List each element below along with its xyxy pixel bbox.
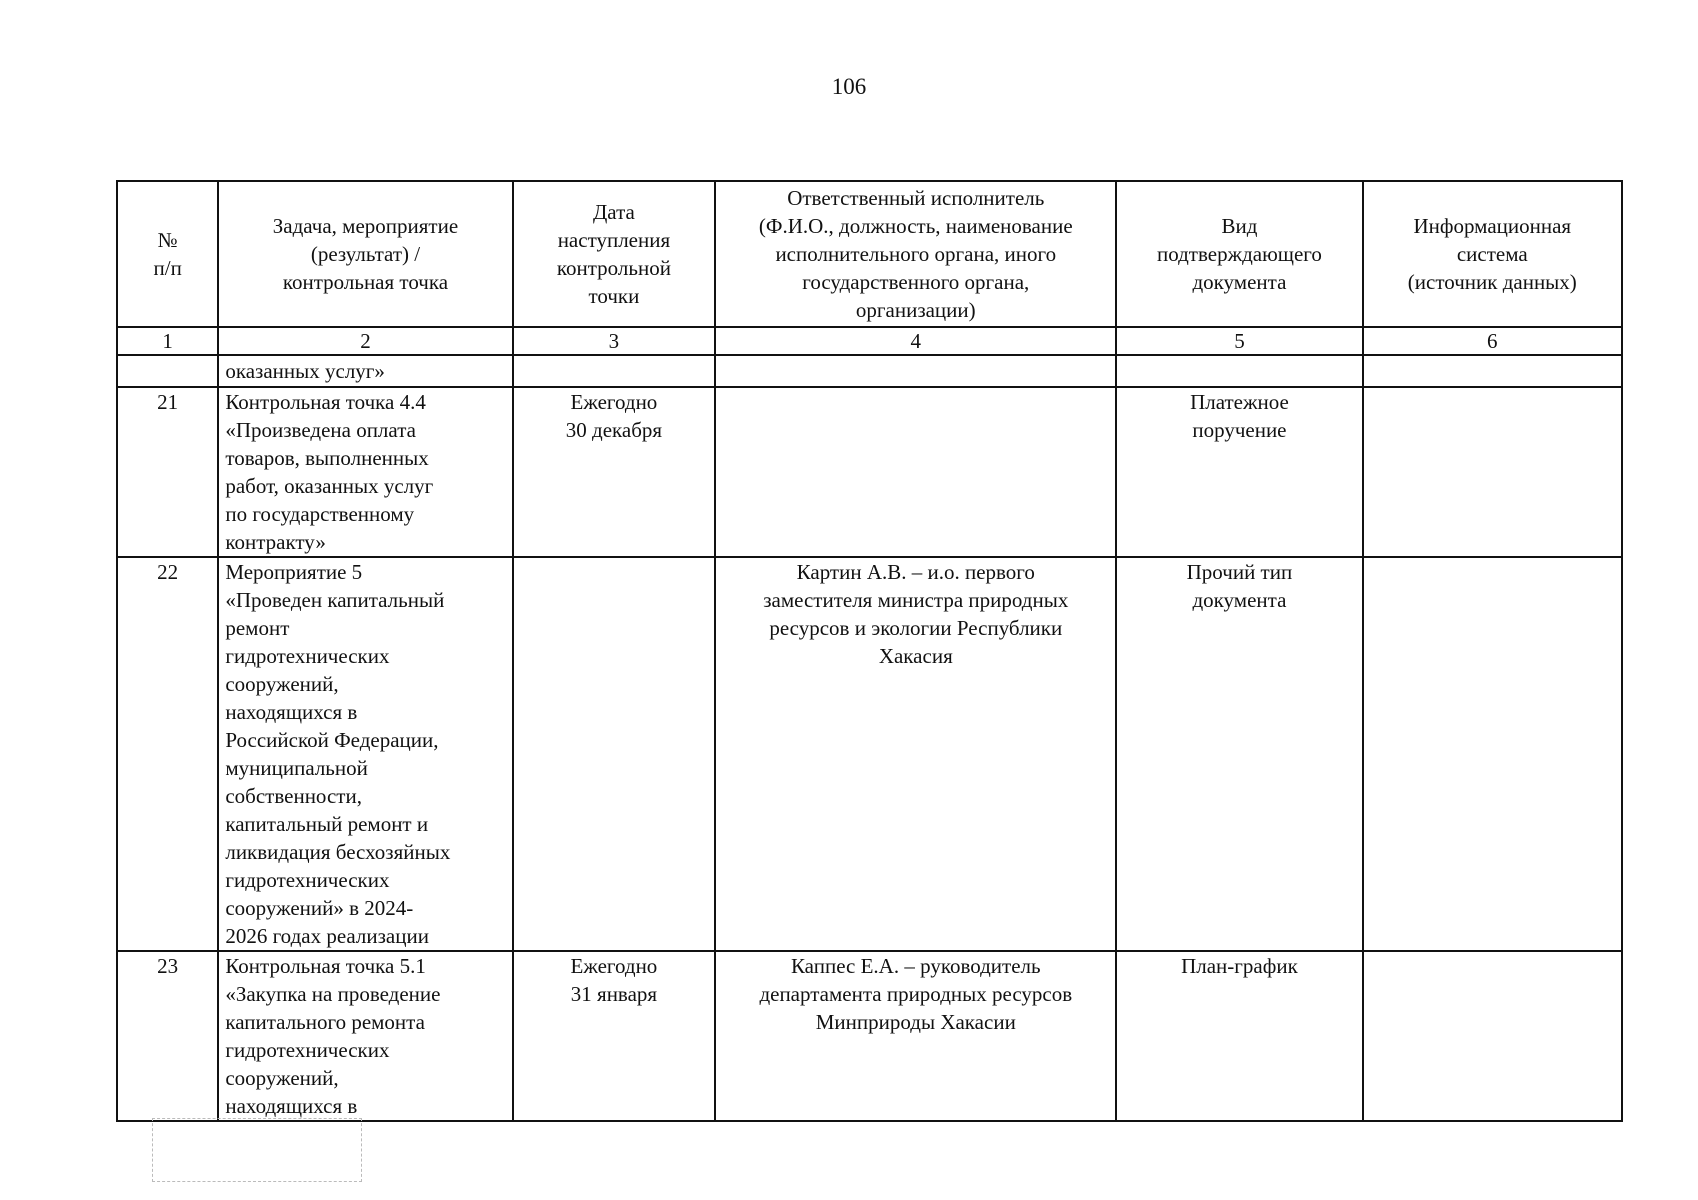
cell-date: Ежегодно 30 декабря bbox=[513, 387, 716, 557]
table-row bbox=[117, 951, 1622, 1121]
cell-date: Ежегодно 31 января bbox=[513, 951, 716, 1121]
cell-responsible: Каппес Е.А. – руководитель департамента природных ресурсов Минприроды Хакасии bbox=[715, 951, 1116, 1121]
column-number: 5 bbox=[1116, 327, 1362, 355]
cell-doc-type: План-график bbox=[1116, 951, 1362, 1121]
cell-responsible bbox=[715, 387, 1116, 557]
cell-info-system bbox=[1363, 951, 1622, 1121]
cell-responsible bbox=[715, 355, 1116, 387]
page-number: 106 bbox=[831, 74, 867, 99]
cell-date bbox=[513, 355, 716, 387]
cell-task: оказанных услуг» bbox=[218, 355, 512, 387]
cell-doc-type: Платежное поручение bbox=[1116, 387, 1362, 557]
column-number: 6 bbox=[1363, 327, 1622, 355]
cell-info-system bbox=[1363, 355, 1622, 387]
cell-task: Контрольная точка 5.1 «Закупка на проведение капитального ремонта гидротехнических сооружений, находящихся в bbox=[218, 951, 512, 1121]
cell-date bbox=[513, 557, 716, 951]
cell-info-system bbox=[1363, 557, 1622, 951]
table-row bbox=[117, 557, 1622, 951]
cell-task: Контрольная точка 4.4 «Произведена оплата товаров, выполненных работ, оказанных услуг по государственному контракту» bbox=[218, 387, 512, 557]
column-number: 3 bbox=[513, 327, 716, 355]
header-col-date: Дата наступления контрольной точки bbox=[513, 181, 716, 327]
table-row bbox=[117, 387, 1622, 557]
cell-number: 23 bbox=[117, 951, 218, 1121]
header-col-doc-type: Вид подтверждающего документа bbox=[1116, 181, 1362, 327]
cell-info-system bbox=[1363, 387, 1622, 557]
header-col-info-system: Информационная система (источник данных) bbox=[1363, 181, 1622, 327]
column-numbers-row bbox=[117, 327, 1622, 355]
cell-number: 21 bbox=[117, 387, 218, 557]
column-number: 1 bbox=[117, 327, 218, 355]
faded-stamp-icon bbox=[152, 1118, 362, 1182]
cell-doc-type: Прочий тип документа bbox=[1116, 557, 1362, 951]
table-row-continuation bbox=[117, 355, 1622, 387]
cell-number: 22 bbox=[117, 557, 218, 951]
column-number: 4 bbox=[715, 327, 1116, 355]
header-col-responsible: Ответственный исполнитель (Ф.И.О., должность, наименование исполнительного органа, иного государственного органа, организации) bbox=[715, 181, 1116, 327]
cell-responsible: Картин А.В. – и.о. первого заместителя министра природных ресурсов и экологии Республики Хакасия bbox=[715, 557, 1116, 951]
header-col-number: № п/п bbox=[117, 181, 218, 327]
column-number: 2 bbox=[218, 327, 512, 355]
cell-number bbox=[117, 355, 218, 387]
header-col-task: Задача, мероприятие (результат) / контрольная точка bbox=[218, 181, 512, 327]
cell-task: Мероприятие 5 «Проведен капитальный ремонт гидротехнических сооружений, находящихся в Российской Федерации, муниципальной собственности, капитальный ремонт и ликвидация бесхозяйных гидротехнических сооружений» в 2024- 2026 годах реализации bbox=[218, 557, 512, 951]
cell-doc-type bbox=[1116, 355, 1362, 387]
control-points-table bbox=[116, 180, 1623, 1122]
header-row bbox=[117, 181, 1622, 327]
